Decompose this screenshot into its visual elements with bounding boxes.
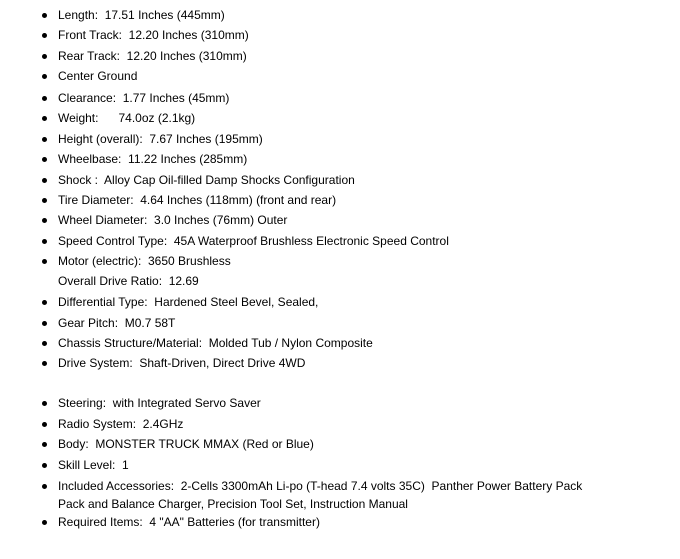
bullet-icon bbox=[42, 300, 47, 305]
bullet-icon bbox=[42, 341, 47, 346]
spec-text: Wheelbase: 11.22 Inches (285mm) bbox=[58, 152, 248, 166]
bullet-icon bbox=[42, 218, 47, 223]
spec-item bbox=[0, 333, 680, 353]
spec-item bbox=[0, 251, 680, 271]
spec-text: Wheel Diameter: 3.0 Inches (76mm) Outer bbox=[58, 213, 288, 227]
spec-text: Pack and Balance Charger, Precision Tool Set, Instruction Manual bbox=[58, 497, 408, 511]
spec-item bbox=[0, 108, 680, 128]
spec-text: Overall Drive Ratio: 12.69 bbox=[58, 274, 199, 288]
spec-item bbox=[0, 231, 680, 251]
spec-item bbox=[0, 292, 680, 312]
spec-item bbox=[0, 88, 680, 108]
spec-item bbox=[0, 414, 680, 434]
spec-item bbox=[0, 190, 680, 210]
bullet-icon bbox=[42, 321, 47, 326]
spec-text: Front Track: 12.20 Inches (310mm) bbox=[58, 28, 249, 42]
bullet-icon bbox=[42, 259, 47, 264]
bullet-icon bbox=[42, 54, 47, 59]
bullet-icon bbox=[42, 13, 47, 18]
bullet-icon bbox=[42, 198, 47, 203]
spec-text: Chassis Structure/Material: Molded Tub / Nylon Composite bbox=[58, 336, 373, 350]
spec-item bbox=[0, 353, 680, 373]
spec-continuation bbox=[0, 271, 680, 291]
spec-text: Body: MONSTER TRUCK MMAX (Red or Blue) bbox=[58, 437, 314, 451]
spec-text: Rear Track: 12.20 Inches (310mm) bbox=[58, 49, 247, 63]
spec-item bbox=[0, 434, 680, 454]
spec-text: Gear Pitch: M0.7 58T bbox=[58, 316, 176, 330]
spec-item bbox=[0, 46, 680, 66]
spec-text: Shock : Alloy Cap Oil-filled Damp Shocks Configuration bbox=[58, 173, 355, 187]
bullet-icon bbox=[42, 74, 47, 79]
bullet-icon bbox=[42, 239, 47, 244]
spec-item bbox=[0, 66, 680, 86]
spec-text: Motor (electric): 3650 Brushless bbox=[58, 254, 231, 268]
bullet-icon bbox=[42, 178, 47, 183]
spec-text: Tire Diameter: 4.64 Inches (118mm) (front and rear) bbox=[58, 193, 337, 207]
spec-item bbox=[0, 512, 680, 532]
spec-continuation bbox=[0, 494, 680, 514]
spec-text: Included Accessories: 2-Cells 3300mAh Li-po (T-head 7.4 volts 35C) Panther Power Battery Pack bbox=[58, 479, 583, 493]
spec-text: Speed Control Type: 45A Waterproof Brushless Electronic Speed Control bbox=[58, 234, 449, 248]
spec-text: Drive System: Shaft-Driven, Direct Drive 4WD bbox=[58, 356, 306, 370]
bullet-icon bbox=[42, 463, 47, 468]
spec-item bbox=[0, 313, 680, 333]
spec-text: Length: 17.51 Inches (445mm) bbox=[58, 8, 225, 22]
spec-item bbox=[0, 25, 680, 45]
spec-text: Weight: 74.0oz (2.1kg) bbox=[58, 111, 196, 125]
spec-text: Clearance: 1.77 Inches (45mm) bbox=[58, 91, 230, 105]
bullet-icon bbox=[42, 442, 47, 447]
spec-item bbox=[0, 455, 680, 475]
bullet-icon bbox=[42, 484, 47, 489]
bullet-icon bbox=[42, 96, 47, 101]
bullet-icon bbox=[42, 137, 47, 142]
spec-item bbox=[0, 149, 680, 169]
spec-text: Required Items: 4 "AA" Batteries (for transmitter) bbox=[58, 515, 320, 529]
bullet-icon bbox=[42, 401, 47, 406]
spec-text: Steering: with Integrated Servo Saver bbox=[58, 396, 261, 410]
spec-text: Center Ground bbox=[58, 69, 138, 83]
spec-item bbox=[0, 5, 680, 25]
bullet-icon bbox=[42, 33, 47, 38]
spec-text: Height (overall): 7.67 Inches (195mm) bbox=[58, 132, 263, 146]
bullet-icon bbox=[42, 361, 47, 366]
spec-text: Skill Level: 1 bbox=[58, 458, 129, 472]
bullet-icon bbox=[42, 157, 47, 162]
bullet-icon bbox=[42, 116, 47, 121]
spec-item bbox=[0, 129, 680, 149]
spec-text: Differential Type: Hardened Steel Bevel, Sealed, bbox=[58, 295, 319, 309]
bullet-icon bbox=[42, 520, 47, 525]
spec-item bbox=[0, 170, 680, 190]
spec-item bbox=[0, 210, 680, 230]
bullet-icon bbox=[42, 422, 47, 427]
spec-item bbox=[0, 393, 680, 413]
spec-item bbox=[0, 476, 680, 496]
spec-text: Radio System: 2.4GHz bbox=[58, 417, 184, 431]
